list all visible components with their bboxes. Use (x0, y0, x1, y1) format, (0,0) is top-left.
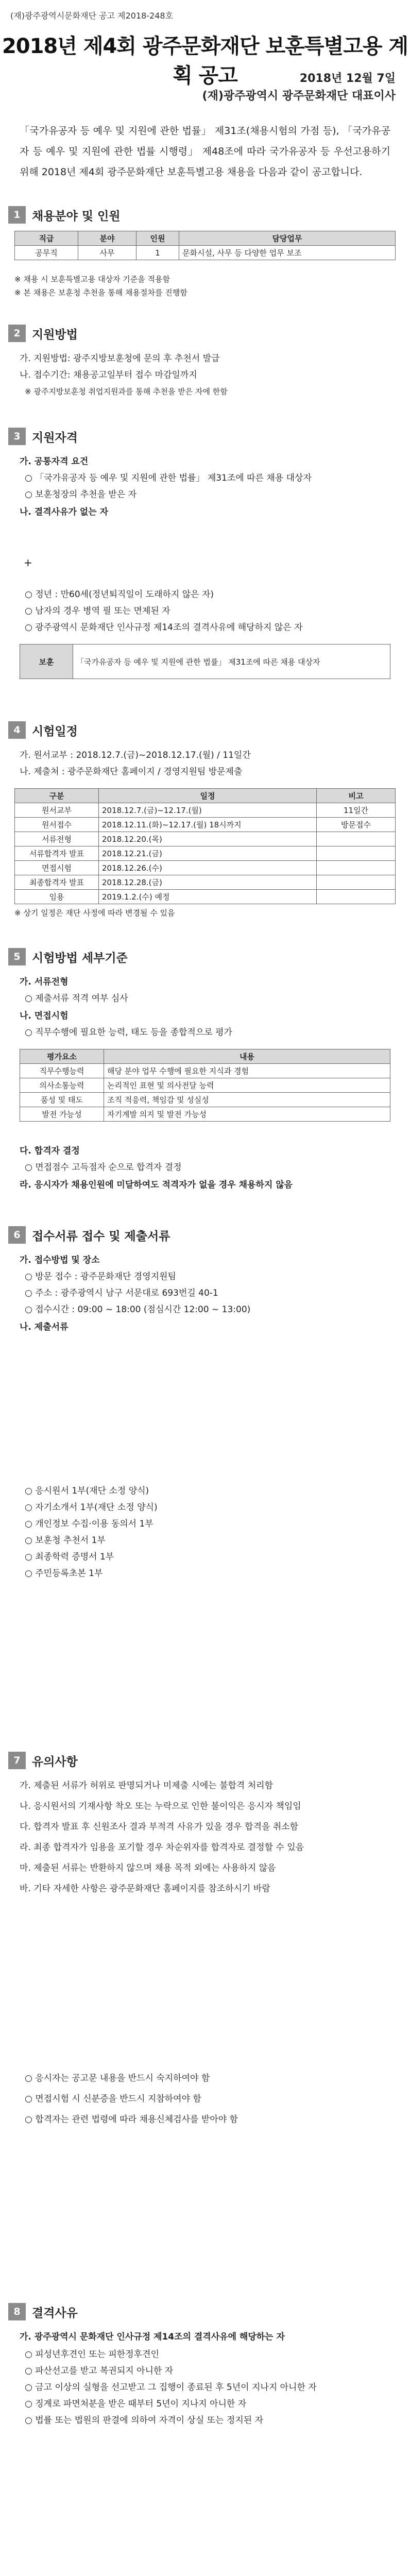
text-line: ○ 광주광역시 문화재단 인사규정 제14조의 결격사유에 해당하지 않은 자 (25, 622, 303, 633)
section-number: 6 (8, 1226, 26, 1244)
table-cell: 사무 (78, 246, 136, 260)
text-line: ○ 징계로 파면처분을 받은 때부터 5년이 지나지 아니한 자 (25, 2399, 247, 2409)
table-row (15, 832, 396, 846)
table-cell: 11일간 (317, 803, 396, 818)
table-cell: 자기계발 의지 및 발전 가능성 (104, 1107, 390, 1122)
text-line: 가. 접수방법 및 장소 (20, 1255, 100, 1265)
plus-mark: + (24, 556, 32, 569)
table-cell: 원서교부 (15, 803, 99, 818)
table-row (15, 890, 396, 904)
section-2-heading (8, 325, 78, 342)
table-cell: 직무수행능력 (20, 1064, 104, 1078)
table-cell: 2018.12.11.(화)~12.17.(월) 18시까지 (99, 818, 317, 832)
text-line: 가. 제출된 서류가 허위로 판명되거나 미제출 시에는 불합격 처리함 (20, 1781, 274, 1791)
text-line: ○ 보훈청장의 추천을 받은 자 (25, 489, 137, 500)
issuer-name: (재)광주광역시 광주문화재단 대표이사 (202, 90, 396, 103)
table-header-cell: 일정 (99, 789, 317, 803)
table-cell: 2018.12.7.(금)~12.17.(월) (99, 803, 317, 818)
text-line: ○ 합격자는 관련 법령에 따라 채용신체검사를 받아야 함 (25, 2114, 238, 2125)
text-line: 다. 합격자 결정 (20, 1146, 80, 1156)
table-row (20, 1078, 390, 1093)
section-number: 8 (8, 2303, 26, 2320)
text-line: 라. 최종 합격자가 임용을 포기할 경우 차순위자를 합격자로 결정할 수 있음 (20, 1842, 304, 1853)
table-row (15, 875, 396, 890)
table-cell: 논리적인 표현 및 의사전달 능력 (104, 1078, 390, 1093)
table-header-cell: 보훈 (20, 645, 73, 679)
evaluation-table (20, 1049, 390, 1122)
table-cell (317, 861, 396, 875)
table-cell: 면접시험 (15, 861, 99, 875)
text-line: ○ 직무수행에 필요한 능력, 태도 등을 종합적으로 평가 (25, 1027, 232, 1038)
table-cell (317, 846, 396, 861)
text-line: 바. 기타 자세한 사항은 광주문화재단 홈페이지를 참조하시기 바람 (20, 1884, 270, 1894)
section-title: 결격사유 (32, 2306, 78, 2320)
note-line: ※ 본 채용은 보훈청 추천을 통해 채용절차를 진행함 (14, 288, 187, 297)
table-cell: 1 (136, 246, 179, 260)
table-row (15, 803, 396, 818)
section-5-heading (8, 948, 128, 965)
table-cell: 「국가유공자 등 예우 및 지원에 관한 법률」 제31조에 따른 채용 대상자 (73, 645, 390, 679)
list-item: ○ 응시원서 1부(재단 소정 양식) (25, 1486, 149, 1496)
table-cell: 방문접수 (317, 818, 396, 832)
note-line: ※ 광주지방보훈청 취업지원과를 통해 추천을 받은 자에 한함 (25, 387, 228, 396)
section-title: 시험일정 (32, 724, 78, 738)
intro-paragraph: 「국가유공자 등 예우 및 지원에 관한 법률」 제31조(채용시험의 가점 등), 「국가유공자 등 예우 및 지원에 관한 법률 시행령」 제48조에 따라 국가유공자 등 우선고용하기 위해 2018년 제4회 광주문화재단 보훈특별고용 채용을 다음과 같이 공고합니다. (20, 125, 390, 178)
text-line: ○ 법률 또는 법원의 판결에 의하여 자격이 상실 또는 정지된 자 (25, 2415, 263, 2426)
table-header-cell: 인원 (136, 231, 179, 246)
table-row (20, 1107, 390, 1122)
table-header-row (15, 789, 396, 803)
text-line: 나. 제출처 : 광주문화재단 홈페이지 / 경영지원팀 방문제출 (20, 767, 243, 777)
text-line: ○ 제출서류 적격 여부 심사 (25, 993, 128, 1004)
text-line: 나. 면접시험 (20, 1011, 69, 1021)
table-row (15, 818, 396, 832)
table-cell: 해당 분야 업무 수행에 필요한 지식과 경험 (104, 1064, 390, 1078)
table-cell: 서류합격자 발표 (15, 846, 99, 861)
text-line: 나. 응시원서의 기재사항 착오 또는 누락으로 인한 불이익은 응시자 책임임 (20, 1801, 301, 1811)
table-header-cell: 내용 (104, 1049, 390, 1064)
section-number: 7 (8, 1752, 26, 1769)
text-line: 가. 지원방법: 광주지방보훈청에 문의 후 추천서 발급 (20, 353, 220, 364)
section-title: 유의사항 (32, 1755, 78, 1769)
section-title: 접수서류 접수 및 제출서류 (32, 1229, 170, 1243)
section-4-heading (8, 721, 78, 739)
table-row (20, 645, 390, 679)
list-item: ○ 최종학력 증명서 1부 (25, 1552, 114, 1562)
text-line: 가. 공통자격 요건 (20, 456, 89, 467)
text-line: 다. 합격자 발표 후 신원조사 결과 부적격 사유가 있을 경우 합격을 취소함 (20, 1822, 299, 1832)
section-number: 2 (8, 325, 26, 342)
text-line: 가. 원서교부 : 2018.12.7.(금)~2018.12.17.(월) / 11일간 (20, 750, 251, 760)
table-row (20, 1093, 390, 1107)
section-title: 지원자격 (32, 431, 78, 445)
text-line: ○ 면접점수 고득점자 순으로 합격자 결정 (25, 1162, 182, 1173)
table-cell: 2018.12.21.(금) (99, 846, 317, 861)
table-cell: 원서접수 (15, 818, 99, 832)
text-line: ○ 접수시간 : 09:00 ~ 18:00 (점심시간 12:00 ~ 13:00) (25, 1304, 251, 1315)
section-8-heading (8, 2303, 78, 2320)
table-cell (317, 875, 396, 890)
text-line: ○ 남자의 경우 병역 필 또는 면제된 자 (25, 606, 170, 616)
text-line: ○ 금고 이상의 실형을 선고받고 그 집행이 종료된 후 5년이 지나지 아니한 자 (25, 2382, 317, 2393)
text-line: 나. 결격사유가 없는 자 (20, 507, 109, 517)
table-cell: 2018.12.20.(목) (99, 832, 317, 846)
list-item: ○ 보훈청 추천서 1부 (25, 1535, 106, 1546)
table-header-cell: 구분 (15, 789, 99, 803)
table-header-cell: 비고 (317, 789, 396, 803)
section-title: 지원방법 (32, 328, 78, 342)
section-number: 4 (8, 721, 26, 739)
announcement-number: (재)광주광역시문화재단 공고 제2018-248호 (10, 11, 174, 21)
section-number: 1 (8, 206, 26, 224)
schedule-table (14, 788, 396, 904)
table-cell: 문화시설, 사무 등 다양한 업무 보조 (179, 246, 396, 260)
table-cell (317, 890, 396, 904)
text-line: 마. 제출된 서류는 반환하지 않으며 채용 목적 외에는 사용하지 않음 (20, 1863, 276, 1873)
table-header-cell: 담당업무 (179, 231, 396, 246)
issuer-block (202, 70, 396, 105)
page-title: 2018년 제4회 광주문화재단 보훈특별고용 계획 공고 (2, 35, 408, 88)
note-line: ※ 상기 일정은 재단 사정에 따라 변경될 수 있음 (14, 908, 175, 918)
text-line: 라. 응시자가 채용인원에 미달하여도 적격자가 없을 경우 채용하지 않음 (20, 1180, 293, 1190)
table-header-cell: 평가요소 (20, 1049, 104, 1064)
table-cell: 서류전형 (15, 832, 99, 846)
text-line: ○ 피성년후견인 또는 피한정후견인 (25, 2349, 159, 2360)
table-cell: 2018.12.26.(수) (99, 861, 317, 875)
table-header-row (15, 231, 396, 246)
text-line: 나. 접수기간: 채용공고일부터 접수 마감일까지 (20, 370, 197, 380)
table-row (15, 861, 396, 875)
text-line: ○ 응시자는 공고문 내용을 반드시 숙지하여야 함 (25, 2073, 210, 2083)
text-line: ○ 파산선고를 받고 복권되지 아니한 자 (25, 2366, 174, 2376)
table-row (15, 846, 396, 861)
issue-date: 2018년 12월 7일 (299, 72, 396, 85)
section-title: 시험방법 세부기준 (32, 951, 128, 965)
section-1-heading (8, 206, 121, 224)
table-cell: 최종합격자 발표 (15, 875, 99, 890)
text-line: ○ 면접시험 시 신분증을 반드시 지참하여야 함 (25, 2094, 201, 2104)
table-cell: 2019.1.2.(수) 예정 (99, 890, 317, 904)
table-cell: 2018.12.28.(금) (99, 875, 317, 890)
text-line: 나. 제출서류 (20, 1322, 69, 1332)
section-3-heading (8, 428, 78, 445)
list-item: ○ 주민등록초본 1부 (25, 1568, 103, 1579)
note-line: ※ 채용 시 보훈특별고용 대상자 기준을 적용함 (14, 275, 170, 284)
section-number: 5 (8, 948, 26, 965)
section-number: 3 (8, 428, 26, 445)
table-cell: 공무직 (15, 246, 78, 260)
recruit-table (14, 231, 396, 260)
text-line: 가. 서류전형 (20, 977, 69, 987)
table-cell: 조직 적응력, 책임감 및 성실성 (104, 1093, 390, 1107)
section-title: 채용분야 및 인원 (32, 209, 121, 223)
table-cell: 품성 및 태도 (20, 1093, 104, 1107)
table-row (15, 246, 396, 260)
text-line: ○ 방문 접수 : 광주문화재단 경영지원팀 (25, 1272, 176, 1282)
table-cell: 임용 (15, 890, 99, 904)
text-line: 가. 광주광역시 문화재단 인사규정 제14조의 결격사유에 해당하는 자 (20, 2332, 285, 2342)
table-header-cell: 직급 (15, 231, 78, 246)
table-header-row (20, 1049, 390, 1064)
eligibility-box (20, 644, 390, 679)
table-cell (317, 832, 396, 846)
text-line: ○ 「국가유공자 등 예우 및 지원에 관한 법률」 제31조에 따른 채용 대상자 (25, 473, 312, 483)
table-cell: 발전 가능성 (20, 1107, 104, 1122)
list-item: ○ 개인정보 수집·이용 동의서 1부 (25, 1519, 153, 1529)
text-line: ○ 주소 : 광주광역시 남구 서문대로 693번길 40-1 (25, 1288, 218, 1298)
list-item: ○ 자기소개서 1부(재단 소정 양식) (25, 1502, 158, 1513)
table-cell: 의사소통능력 (20, 1078, 104, 1093)
section-6-heading (8, 1226, 170, 1244)
text-line: ○ 정년 : 만60세(정년퇴직일이 도래하지 않은 자) (25, 589, 214, 600)
table-row (20, 1064, 390, 1078)
table-header-cell: 분야 (78, 231, 136, 246)
section-7-heading (8, 1752, 78, 1769)
